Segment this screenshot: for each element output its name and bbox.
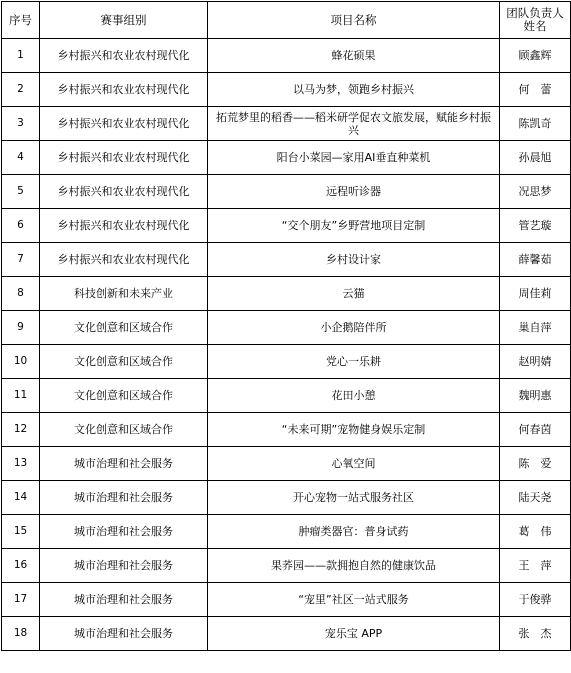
cell-team-leader: 于俊骅 (500, 583, 571, 617)
cell-category: 乡村振兴和农业农村现代化 (40, 209, 208, 243)
cell-project-name: 花田小憩 (208, 379, 500, 413)
table-row (2, 617, 571, 651)
table-row (2, 345, 571, 379)
cell-team-leader: 张 杰 (500, 617, 571, 651)
table-row (2, 447, 571, 481)
cell-team-leader: 魏明惠 (500, 379, 571, 413)
table-body (2, 2, 571, 651)
cell-category: 城市治理和社会服务 (40, 481, 208, 515)
cell-team-leader: 薛馨茹 (500, 243, 571, 277)
cell-team-leader: 顾鑫辉 (500, 39, 571, 73)
cell-project-name: 小企鹅陪伴所 (208, 311, 500, 345)
cell-index: 8 (2, 277, 40, 311)
cell-category: 城市治理和社会服务 (40, 583, 208, 617)
table-row (2, 583, 571, 617)
cell-project-name: 心氧空间 (208, 447, 500, 481)
cell-index: 15 (2, 515, 40, 549)
cell-project-name: “宠里”社区一站式服务 (208, 583, 500, 617)
cell-category: 城市治理和社会服务 (40, 447, 208, 481)
cell-category: 文化创意和区域合作 (40, 379, 208, 413)
cell-index: 14 (2, 481, 40, 515)
cell-project-name: “交个朋友”乡野营地项目定制 (208, 209, 500, 243)
table-row (2, 379, 571, 413)
table-row (2, 73, 571, 107)
cell-index: 4 (2, 141, 40, 175)
cell-category: 城市治理和社会服务 (40, 515, 208, 549)
cell-index: 7 (2, 243, 40, 277)
cell-category: 文化创意和区域合作 (40, 413, 208, 447)
cell-team-leader: 周佳莉 (500, 277, 571, 311)
cell-category: 乡村振兴和农业农村现代化 (40, 107, 208, 141)
cell-project-name: 以马为梦，领跑乡村振兴 (208, 73, 500, 107)
cell-category: 乡村振兴和农业农村现代化 (40, 141, 208, 175)
cell-team-leader: 葛 伟 (500, 515, 571, 549)
cell-index: 3 (2, 107, 40, 141)
table-header-row (2, 2, 571, 39)
cell-project-name: 果荞园——款拥抱自然的健康饮品 (208, 549, 500, 583)
header-category: 赛事组别 (40, 2, 208, 39)
table-row (2, 141, 571, 175)
cell-team-leader: 陆天尧 (500, 481, 571, 515)
table-row (2, 243, 571, 277)
cell-team-leader: 管艺璇 (500, 209, 571, 243)
table-row (2, 311, 571, 345)
cell-index: 12 (2, 413, 40, 447)
cell-team-leader: 况思梦 (500, 175, 571, 209)
table-row (2, 39, 571, 73)
table-row (2, 277, 571, 311)
cell-project-name: 蜂花硕果 (208, 39, 500, 73)
header-team-leader: 团队负责人姓名 (500, 2, 571, 39)
cell-project-name: 肿瘤类器官：普身试药 (208, 515, 500, 549)
cell-project-name: 宠乐宝 APP (208, 617, 500, 651)
cell-team-leader: 孙晨旭 (500, 141, 571, 175)
table-row (2, 175, 571, 209)
cell-project-name: 开心宠物一站式服务社区 (208, 481, 500, 515)
cell-index: 13 (2, 447, 40, 481)
cell-project-name: 拓荒梦里的稻香——稻米研学促农文旅发展，赋能乡村振兴 (208, 107, 500, 141)
table-row (2, 515, 571, 549)
cell-team-leader: 巢自萍 (500, 311, 571, 345)
cell-category: 乡村振兴和农业农村现代化 (40, 39, 208, 73)
cell-index: 5 (2, 175, 40, 209)
cell-project-name: “未来可期”宠物健身娱乐定制 (208, 413, 500, 447)
cell-index: 9 (2, 311, 40, 345)
cell-index: 6 (2, 209, 40, 243)
cell-team-leader: 陈 爱 (500, 447, 571, 481)
cell-project-name: 乡村设计家 (208, 243, 500, 277)
cell-team-leader: 陈凯奇 (500, 107, 571, 141)
cell-index: 1 (2, 39, 40, 73)
cell-team-leader: 王 萍 (500, 549, 571, 583)
table-row (2, 549, 571, 583)
cell-team-leader: 何春茵 (500, 413, 571, 447)
cell-category: 文化创意和区域合作 (40, 345, 208, 379)
table-row (2, 413, 571, 447)
cell-index: 2 (2, 73, 40, 107)
cell-index: 18 (2, 617, 40, 651)
cell-category: 科技创新和未来产业 (40, 277, 208, 311)
header-project-name: 项目名称 (208, 2, 500, 39)
cell-index: 17 (2, 583, 40, 617)
cell-category: 乡村振兴和农业农村现代化 (40, 243, 208, 277)
cell-category: 乡村振兴和农业农村现代化 (40, 73, 208, 107)
cell-category: 城市治理和社会服务 (40, 617, 208, 651)
cell-project-name: 云猫 (208, 277, 500, 311)
cell-team-leader: 何 蕾 (500, 73, 571, 107)
table-row (2, 209, 571, 243)
table-row (2, 107, 571, 141)
cell-category: 城市治理和社会服务 (40, 549, 208, 583)
header-index: 序号 (2, 2, 40, 39)
cell-project-name: 党心一乐耕 (208, 345, 500, 379)
cell-index: 10 (2, 345, 40, 379)
cell-project-name: 阳台小菜园—家用AI垂直种菜机 (208, 141, 500, 175)
cell-team-leader: 赵明婧 (500, 345, 571, 379)
cell-index: 11 (2, 379, 40, 413)
table-row (2, 481, 571, 515)
cell-index: 16 (2, 549, 40, 583)
project-table (1, 1, 571, 651)
cell-category: 文化创意和区域合作 (40, 311, 208, 345)
cell-category: 乡村振兴和农业农村现代化 (40, 175, 208, 209)
cell-project-name: 远程听诊器 (208, 175, 500, 209)
